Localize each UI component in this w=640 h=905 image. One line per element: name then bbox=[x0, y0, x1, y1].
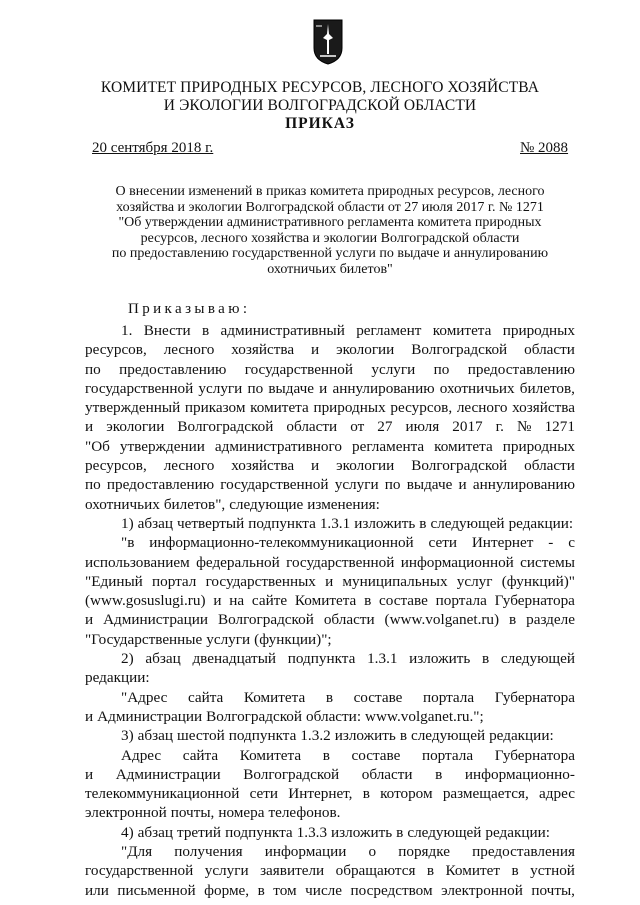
body-line bbox=[85, 379, 575, 398]
body-word: почты, bbox=[170, 804, 215, 822]
body-word: утверждении bbox=[119, 437, 205, 455]
body-word: номера bbox=[218, 804, 265, 822]
body-word: услуги bbox=[371, 360, 416, 378]
body-word: от bbox=[350, 418, 365, 436]
body-word: экологии bbox=[336, 457, 395, 475]
body-word: Администрации bbox=[103, 611, 209, 629]
body-word: редакции: bbox=[489, 727, 554, 745]
body-word: аннулированию bbox=[472, 476, 575, 494]
body-word: 1.3.1 bbox=[367, 650, 398, 668]
body-word: подпункта bbox=[248, 514, 316, 532]
body-word: информационной bbox=[400, 553, 514, 571]
subject-line: по предоставлению государственной услуги по выдаче и аннулированию bbox=[111, 246, 549, 261]
body-line bbox=[85, 475, 575, 494]
body-word: абзац bbox=[145, 650, 181, 668]
body-word: регламент bbox=[356, 322, 422, 339]
body-word: изложить bbox=[354, 514, 416, 532]
body-line bbox=[85, 398, 575, 417]
subject-line: ресурсов, лесного хозяйства и экологии Волгоградской области bbox=[140, 230, 520, 246]
body-line bbox=[85, 321, 575, 340]
body-word: Внести bbox=[143, 322, 191, 339]
body-word: абзац bbox=[137, 514, 173, 532]
body-word: Волгоградской bbox=[206, 707, 303, 725]
body-word: подпункта bbox=[225, 823, 293, 841]
body-line bbox=[85, 514, 575, 533]
body-word: в bbox=[419, 514, 427, 532]
body-line bbox=[85, 360, 575, 379]
body-word: и bbox=[85, 765, 94, 783]
body-word: области bbox=[524, 457, 575, 475]
body-word: сайте bbox=[251, 592, 288, 610]
body-line bbox=[85, 456, 575, 475]
body-word: следующей bbox=[410, 727, 486, 745]
body-word: и bbox=[311, 341, 320, 359]
body-word: посредством bbox=[350, 881, 433, 899]
body-word: выдаче bbox=[268, 379, 314, 397]
body-word: двенадцатый bbox=[192, 650, 277, 668]
body-word: (функции)"; bbox=[254, 630, 332, 648]
subject-line: хозяйства и экологии Волгоградской области от 27 июля 2017 г. № 1271 bbox=[116, 199, 544, 215]
body-word: на bbox=[229, 592, 245, 610]
body-word: "Государственные bbox=[85, 630, 203, 648]
body-word: использованием bbox=[85, 553, 190, 571]
body-word: изложить bbox=[334, 727, 396, 745]
body-word: июля bbox=[405, 418, 440, 436]
body-word: природных bbox=[313, 399, 386, 417]
body-word: (www.volganet.ru) bbox=[384, 611, 500, 629]
body-word: следующей bbox=[407, 823, 482, 841]
body-word: форме, bbox=[204, 881, 250, 899]
body-word: "Об bbox=[85, 437, 110, 455]
body-word: в bbox=[511, 862, 519, 880]
body-line bbox=[85, 688, 575, 707]
body-word: Губернатора bbox=[494, 688, 575, 706]
body-word: портала bbox=[422, 688, 475, 706]
committee-name-line2: И ЭКОЛОГИИ ВОЛГОГРАДСКОЙ ОБЛАСТИ bbox=[163, 97, 477, 114]
body-word: государственной bbox=[85, 379, 194, 397]
body-word: информации bbox=[264, 843, 347, 861]
body-word: редакции: bbox=[85, 669, 150, 687]
body-word: в bbox=[257, 881, 265, 899]
body-word: и bbox=[325, 572, 334, 590]
body-word: экологии bbox=[336, 341, 395, 359]
body-word: по bbox=[384, 476, 401, 494]
body-word: сети bbox=[249, 785, 279, 803]
body-word: том bbox=[273, 881, 297, 899]
body-word: 1.3.2 bbox=[300, 727, 331, 745]
body-word: заявители bbox=[260, 862, 325, 880]
body-word: Адрес bbox=[121, 746, 162, 764]
body-word: Администрации bbox=[115, 765, 221, 783]
body-word: и bbox=[319, 379, 328, 397]
body-line bbox=[85, 630, 575, 649]
body-word: 1271 bbox=[544, 418, 575, 436]
body-word: абзац bbox=[137, 727, 173, 745]
body-word: услуг bbox=[456, 572, 493, 590]
body-word: утвержденный bbox=[85, 399, 181, 417]
body-word: письменной bbox=[117, 881, 196, 899]
body-word: подпункта bbox=[228, 727, 297, 745]
body-word: лесного bbox=[163, 457, 215, 475]
body-word: "Адрес bbox=[121, 688, 168, 706]
body-line bbox=[85, 533, 575, 552]
body-word: 2) bbox=[121, 650, 134, 668]
subject-line: охотничьих билетов" bbox=[267, 261, 393, 277]
body-word: лесного bbox=[456, 399, 508, 417]
body-word: - bbox=[548, 534, 554, 552]
body-word: государственной bbox=[220, 476, 329, 494]
body-word: котором bbox=[380, 785, 433, 803]
body-word: в bbox=[325, 688, 333, 706]
subject-line: О внесении изменений в приказ комитета природных ресурсов, лесного bbox=[115, 184, 545, 199]
body-word: сайта bbox=[187, 688, 224, 706]
body-word: хозяйства bbox=[231, 457, 295, 475]
body-word: шестой bbox=[177, 727, 225, 745]
body-word: (функций)" bbox=[501, 572, 575, 590]
body-word: 1.3.3 bbox=[296, 823, 328, 841]
body-word: государственной bbox=[286, 553, 395, 571]
body-word: предоставлению bbox=[467, 360, 575, 378]
body-word: "Для bbox=[121, 843, 153, 861]
body-word: услуги bbox=[334, 476, 379, 494]
body-word: в bbox=[426, 862, 435, 880]
body-word: адрес bbox=[539, 785, 575, 803]
body-word: регламента bbox=[351, 437, 425, 455]
body-word: услуги bbox=[206, 630, 251, 648]
body-word: приказом bbox=[184, 399, 246, 417]
body-word: природных bbox=[502, 437, 575, 455]
coat-of-arms-icon bbox=[312, 18, 344, 66]
body-word: составе bbox=[351, 746, 401, 764]
subject-line: "Об утверждении административного регламента комитета природных bbox=[118, 215, 542, 230]
order-subject bbox=[70, 184, 590, 277]
body-word: услуги bbox=[198, 379, 243, 397]
body-word: Волгоградской bbox=[177, 418, 274, 436]
body-word: области bbox=[524, 341, 575, 359]
body-word: хозяйства bbox=[231, 341, 295, 359]
body-word: или bbox=[85, 881, 109, 899]
body-word: Комитета bbox=[294, 592, 357, 610]
body-word: информационно- bbox=[464, 765, 575, 783]
body-line bbox=[85, 746, 575, 765]
body-word: г. bbox=[495, 418, 504, 436]
body-word: Волгоградской bbox=[243, 765, 340, 783]
body-word: охотничьих bbox=[439, 379, 515, 397]
body-word: в bbox=[201, 322, 210, 339]
body-word: Волгоградской bbox=[411, 341, 508, 359]
body-line bbox=[85, 417, 575, 436]
body-word: в bbox=[509, 611, 517, 629]
body-word: природных bbox=[502, 322, 575, 339]
body-line bbox=[85, 495, 575, 514]
body-word: электронной bbox=[85, 804, 167, 822]
body-line bbox=[85, 572, 575, 591]
body-word: № bbox=[517, 418, 532, 436]
body-word: услуги bbox=[204, 862, 249, 880]
body-line bbox=[85, 784, 575, 803]
committee-name-line1: КОМИТЕТ ПРИРОДНЫХ РЕСУРСОВ, ЛЕСНОГО ХОЗЯЙСТВА bbox=[100, 79, 540, 96]
body-word: порядке bbox=[398, 843, 451, 861]
body-word: Губернатора bbox=[494, 592, 575, 610]
body-word: (www.gosuslugi.ru) bbox=[85, 592, 206, 610]
body-word: комитета bbox=[434, 437, 493, 455]
body-line bbox=[85, 726, 575, 745]
body-word: и bbox=[85, 611, 94, 629]
body-word: предоставления bbox=[472, 843, 575, 861]
body-word: следующие bbox=[229, 495, 304, 513]
body-word: охотничьих bbox=[85, 495, 160, 513]
body-word: области: bbox=[306, 707, 362, 725]
body-line bbox=[85, 340, 575, 359]
body-word: области bbox=[323, 611, 375, 629]
body-word: федеральной bbox=[196, 553, 280, 571]
body-word: портал bbox=[151, 572, 197, 590]
body-word: составе bbox=[379, 592, 428, 610]
body-word: по bbox=[247, 379, 264, 397]
body-line bbox=[85, 765, 575, 784]
body-word: по bbox=[433, 360, 450, 378]
body-word: 1.3.1 bbox=[319, 514, 351, 532]
body-word: государственной bbox=[85, 862, 194, 880]
body-line bbox=[85, 707, 575, 726]
body-word: государственных bbox=[205, 572, 316, 590]
body-word: в bbox=[364, 592, 372, 610]
body-word: изменения: bbox=[307, 495, 380, 513]
body-word: разделе bbox=[526, 611, 575, 629]
body-word: 4) bbox=[121, 823, 134, 841]
order-body bbox=[85, 321, 575, 900]
body-line bbox=[85, 823, 575, 842]
body-word: и bbox=[458, 476, 467, 494]
body-word: и bbox=[213, 592, 222, 610]
body-word: Интернет bbox=[471, 534, 534, 552]
body-word: портала bbox=[421, 746, 474, 764]
body-word: в bbox=[396, 823, 404, 841]
body-word: 3) bbox=[121, 727, 134, 745]
body-word: в bbox=[362, 785, 370, 803]
body-word: Комитета bbox=[243, 688, 306, 706]
body-line bbox=[85, 842, 575, 861]
body-word: телефонов. bbox=[268, 804, 341, 822]
body-word: билетов", bbox=[163, 495, 226, 513]
body-line bbox=[85, 668, 575, 687]
body-word: и bbox=[85, 418, 94, 436]
body-word: лесного bbox=[163, 341, 215, 359]
body-word: по bbox=[85, 360, 101, 378]
body-line bbox=[85, 591, 575, 610]
body-word: редакции: bbox=[485, 823, 551, 841]
body-word: комитета bbox=[250, 399, 309, 417]
body-word: электронной bbox=[441, 881, 523, 899]
body-word: в bbox=[435, 765, 443, 783]
body-word: абзац bbox=[137, 823, 173, 841]
body-word: предоставлению bbox=[106, 476, 215, 494]
body-word: почты, bbox=[531, 881, 575, 899]
body-word: ресурсов, bbox=[85, 341, 147, 359]
body-line bbox=[85, 610, 575, 629]
body-word: четвертый bbox=[177, 514, 245, 532]
body-word: Волгоградской bbox=[411, 457, 508, 475]
body-word: комитета bbox=[432, 322, 492, 339]
body-word: следующей bbox=[430, 514, 505, 532]
body-word: системы bbox=[520, 553, 575, 571]
body-word: составе bbox=[353, 688, 403, 706]
body-word: 27 bbox=[377, 418, 393, 436]
body-word: муниципальных bbox=[342, 572, 448, 590]
body-line bbox=[85, 803, 575, 822]
body-word: сайта bbox=[182, 746, 219, 764]
body-word: с bbox=[568, 534, 575, 552]
body-line bbox=[85, 881, 575, 900]
body-word: портала bbox=[435, 592, 487, 610]
body-line bbox=[85, 649, 575, 668]
body-word: аннулированию bbox=[332, 379, 435, 397]
body-word: Губернатора bbox=[494, 746, 575, 764]
body-word: редакции: bbox=[508, 514, 574, 532]
body-line bbox=[85, 861, 575, 880]
body-word: 1. bbox=[121, 322, 133, 339]
body-word: государственной bbox=[244, 360, 353, 378]
body-word: экологии bbox=[106, 418, 165, 436]
body-line bbox=[85, 553, 575, 572]
body-word: устной bbox=[530, 862, 575, 880]
body-word: "в bbox=[121, 534, 135, 552]
body-word: 1) bbox=[121, 514, 134, 532]
body-word: Комитет bbox=[445, 862, 500, 880]
body-word: по bbox=[85, 476, 101, 494]
body-word: ресурсов, bbox=[390, 399, 453, 417]
body-word: сети bbox=[428, 534, 457, 552]
body-word: в bbox=[399, 727, 407, 745]
body-word: информационно-телекоммуникационной bbox=[149, 534, 414, 552]
body-word: Волгоградской bbox=[217, 611, 314, 629]
body-word: ресурсов, bbox=[85, 457, 147, 475]
body-word: телекоммуникационной bbox=[85, 785, 240, 803]
body-word: хозяйства bbox=[512, 399, 575, 417]
body-word: подпункта bbox=[287, 650, 356, 668]
body-word: о bbox=[368, 843, 377, 861]
order-word: Приказываю: bbox=[128, 301, 251, 317]
body-word: 2017 bbox=[452, 418, 483, 436]
body-word: третий bbox=[177, 823, 222, 841]
body-word: Администрации bbox=[97, 707, 203, 725]
body-line bbox=[85, 437, 575, 456]
body-word: предоставлению bbox=[119, 360, 227, 378]
body-word: и bbox=[311, 457, 320, 475]
order-date: 20 сентября 2018 г. bbox=[92, 140, 214, 156]
body-word: числе bbox=[305, 881, 342, 899]
body-word: области bbox=[286, 418, 338, 436]
body-word: в bbox=[482, 650, 490, 668]
body-word: изложить bbox=[409, 650, 471, 668]
body-word: и bbox=[85, 707, 94, 725]
body-word: области bbox=[361, 765, 413, 783]
body-word: билетов, bbox=[519, 379, 575, 397]
body-word: изложить bbox=[331, 823, 393, 841]
body-word: обращаются bbox=[335, 862, 416, 880]
body-word: в bbox=[322, 746, 330, 764]
body-word: следующей bbox=[500, 650, 575, 668]
body-word: "Единый bbox=[85, 572, 143, 590]
body-word: размещается, bbox=[442, 785, 529, 803]
body-word: www.volganet.ru."; bbox=[365, 707, 484, 725]
body-word: административного bbox=[214, 437, 342, 455]
body-word: Комитета bbox=[239, 746, 302, 764]
body-word: выдаче bbox=[406, 476, 453, 494]
order-number: № 2088 bbox=[520, 140, 569, 156]
body-word: административный bbox=[220, 322, 345, 339]
document-type: ПРИКАЗ bbox=[285, 115, 355, 132]
body-word: получения bbox=[174, 843, 243, 861]
body-word: Интернет, bbox=[288, 785, 353, 803]
